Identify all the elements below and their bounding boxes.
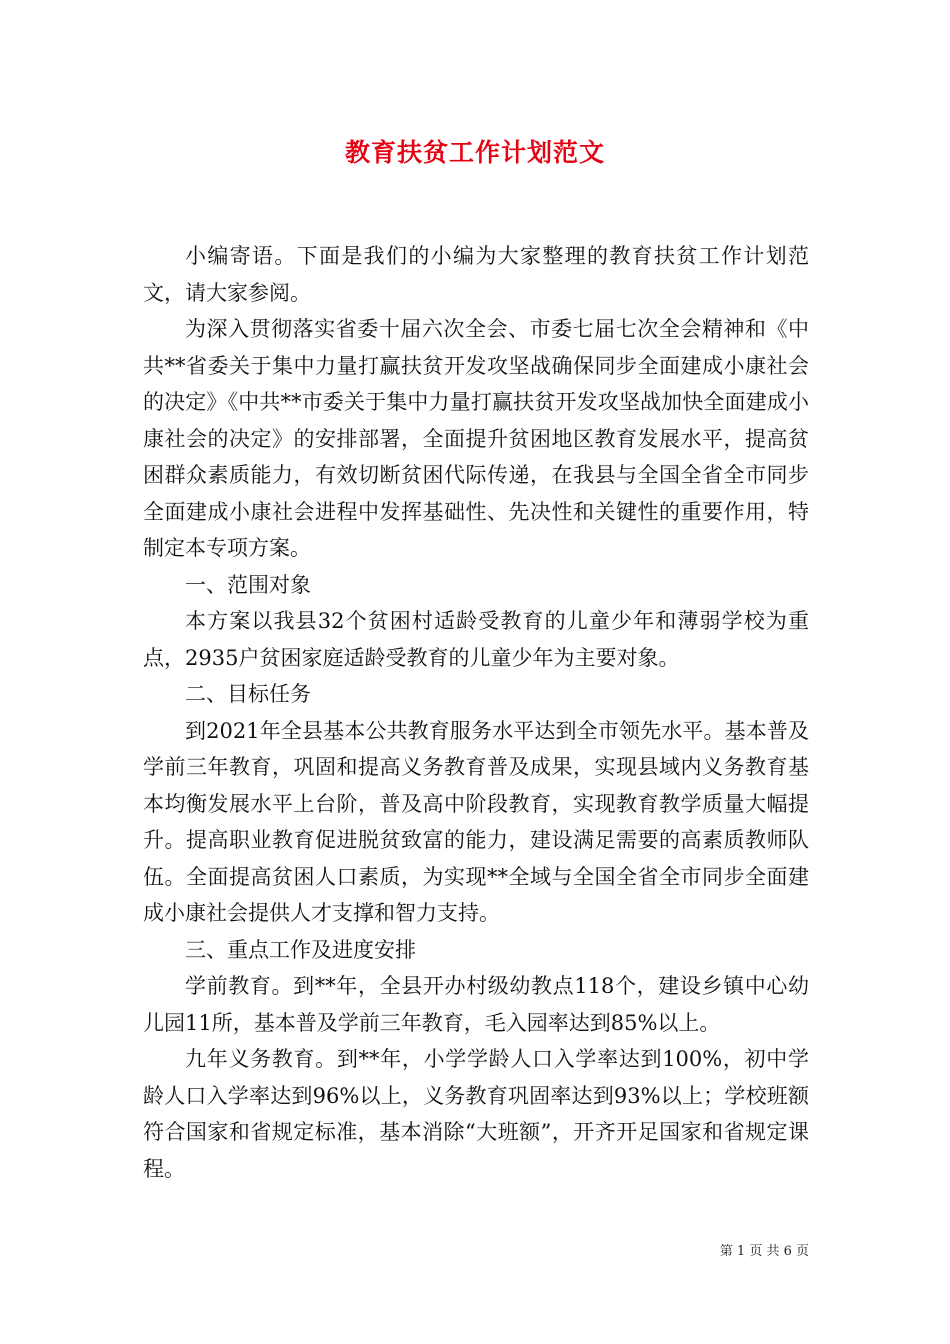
section-heading-scope: 一、范围对象 — [185, 572, 311, 597]
goals-paragraph: 到2021年全县基本公共教育服务水平达到全市领先水平。基本普及学前三年教育，巩固和提高义务教育普及成果，实现县域内义务教育基本均衡发展水平上台阶，普及高中阶段教育，实现教育教学质量大幅提升。提高职业教育促进脱贫致富的能力，建设满足需要的高素质教师队伍。全面提高贫困人口素质，为实现**全域与全国全省全市同步全面建成小康社会提供人才支撑和智力支持。 — [143, 718, 809, 925]
document-title: 教育扶贫工作计划范文 — [344, 138, 605, 167]
intro-paragraph: 小编寄语。下面是我们的小编为大家整理的教育扶贫工作计划范文，请大家参阅。 — [143, 244, 809, 305]
scope-paragraph: 本方案以我县32个贫困村适龄受教育的儿童少年和薄弱学校为重点，2935户贫困家庭适龄受教育的儿童少年为主要对象。 — [143, 609, 809, 670]
compulsory-education-paragraph: 九年义务教育。到**年，小学学龄人口入学率达到100%，初中学龄人口入学率达到96%以上，义务教育巩固率达到93%以上；学校班额符合国家和省规定标准，基本消除“大班额”，开齐开足国家和省规定课程。 — [143, 1047, 809, 1181]
preschool-paragraph: 学前教育。到**年，全县开办村级幼教点118个，建设乡镇中心幼儿园11所，基本普及学前三年教育，毛入园率达到85%以上。 — [143, 974, 809, 1035]
background-paragraph: 为深入贯彻落实省委十届六次全会、市委七届七次全会精神和《中共**省委关于集中力量打赢扶贫开发攻坚战确保同步全面建成小康社会的决定》《中共**市委关于集中力量打赢扶贫开发攻坚战加快全面建成小康社会的决定》的安排部署，全面提升贫困地区教育发展水平，提高贫困群众素质能力，有效切断贫困代际传递，在我县与全国全省全市同步全面建成小康社会进程中发挥基础性、先决性和关键性的重要作用，特制定本专项方案。 — [143, 317, 809, 560]
section-heading-goals: 二、目标任务 — [185, 682, 311, 706]
document-body — [143, 238, 809, 1187]
page-number-footer: 第 1 页 共 6 页 — [719, 1244, 809, 1259]
section-heading-key-work: 三、重点工作及进度安排 — [185, 937, 416, 962]
